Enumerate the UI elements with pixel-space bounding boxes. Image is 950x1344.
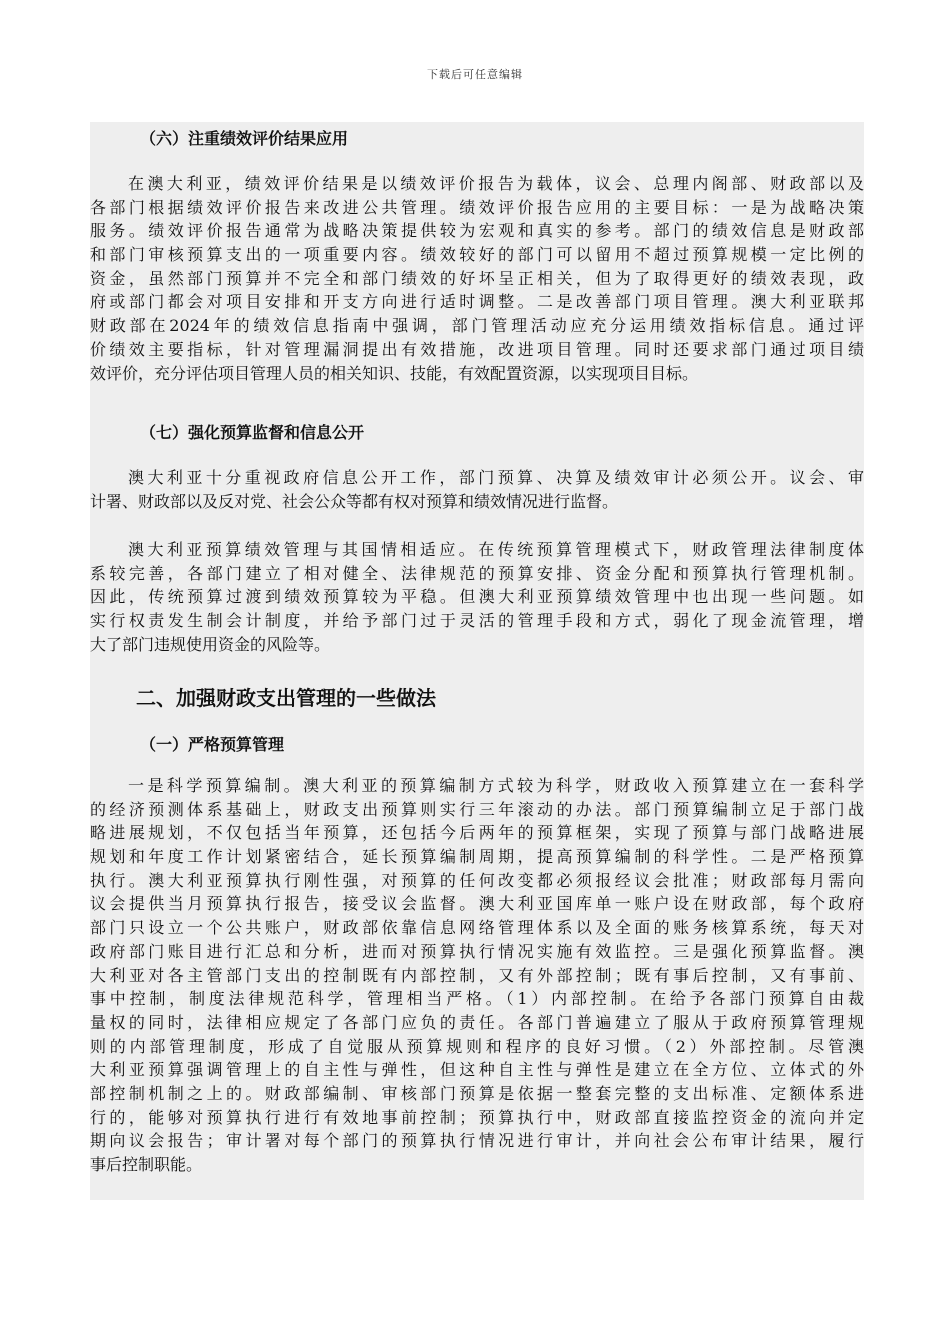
text-line: 资金，虽然部门预算并不完全和部门绩效的好坏呈正相关，但为了取得更好的绩效表现，政 — [90, 268, 864, 288]
section-two-paragraph — [90, 774, 864, 1177]
text-line: 部门只设立一个公共账户，财政部依靠信息网络管理体系以及全面的账务核算系统，每天对 — [90, 918, 864, 938]
section-6-heading: （六）注重绩效评价结果应用 — [140, 129, 349, 148]
text-line: 计署、财政部以及反对党、社会公众等都有权对预算和绩效情况进行监督。 — [90, 491, 619, 511]
text-line: 量权的同时，法律相应规定了各部门应负的责任。各部门普遍建立了服从于政府预算管理规 — [90, 1012, 864, 1032]
text-line: 大利亚对各主管部门支出的控制既有内部控制，又有外部控制；既有事后控制，又有事前、 — [90, 965, 864, 985]
section-7-paragraph-1 — [90, 466, 864, 513]
text-line: 规划和年度工作计划紧密结合，延长预算编制周期，提高预算编制的科学性。二是严格预算 — [90, 847, 864, 867]
text-line: 效评价，充分评估项目管理人员的相关知识、技能，有效配置资源，以实现项目目标。 — [90, 363, 699, 383]
text-line: 部控制机制之上的。财政部编制、审核部门预算是依据一整套完整的支出标准、定额体系进 — [90, 1083, 864, 1103]
text-line: 大了部门违规使用资金的风险等。 — [90, 634, 331, 654]
text-line: 实行权责发生制会计制度，并给予部门过于灵活的管理手段和方式，弱化了现金流管理，增 — [90, 611, 864, 631]
text-line: 略进展规划，不仅包括当年预算，还包括今后两年的预算框架，实现了预算与部门战略进展 — [90, 823, 864, 843]
text-line: 因此，传统预算过渡到绩效预算较为平稳。但澳大利亚预算绩效管理中也出现一些问题。如 — [90, 587, 864, 607]
text-line: 财政部在2024年的绩效信息指南中强调，部门管理活动应充分运用绩效指标信息。通过评 — [90, 316, 864, 336]
text-line: 期向议会报告；审计署对每个部门的预算执行情况进行审计，并向社会公布审计结果，履行 — [90, 1131, 864, 1151]
text-line: 系较完善，各部门建立了相对健全、法律规范的预算安排、资金分配和预算执行管理机制。 — [90, 563, 864, 583]
text-line: 澳大利亚十分重视政府信息公开工作，部门预算、决算及绩效审计必须公开。议会、审 — [128, 468, 864, 487]
text-line: 议会提供当月预算执行报告，接受议会监督。澳大利亚国库单一账户设在财政部，每个政府 — [90, 894, 864, 914]
text-line: 政府部门账目进行汇总和分析，进而对预算执行情况实施有效监控。三是强化预算监督。澳 — [90, 941, 864, 961]
document-body — [90, 122, 864, 1200]
text-line: 事中控制，制度法律规范科学，管理相当严格。（1）内部控制。在给予各部门预算自由裁 — [90, 989, 864, 1009]
text-line: 价绩效主要指标，针对管理漏洞提出有效措施，改进项目管理。同时还要求部门通过项目绩 — [90, 339, 864, 359]
text-line: 和部门审核预算支出的一项重要内容。绩效较好的部门可以留用不超过预算规模一定比例的 — [90, 245, 864, 265]
text-line: 府或部门都会对项目安排和开支方向进行适时调整。二是改善部门项目管理。澳大利亚联邦 — [90, 292, 864, 312]
text-line: 在澳大利亚，绩效评价结果是以绩效评价报告为载体，议会、总理内阁部、财政部以及 — [128, 174, 864, 193]
section-two-heading: 二、加强财政支出管理的一些做法 — [136, 686, 436, 710]
section-7-paragraph-2 — [90, 538, 864, 656]
section-two-sub-1-heading: （一）严格预算管理 — [140, 735, 285, 754]
text-line: 执行。澳大利亚预算执行刚性强，对预算的任何改变都必须报经议会批准；财政部每月需向 — [90, 870, 864, 890]
text-line: 则的内部管理制度，形成了自觉服从预算规则和程序的良好习惯。（2）外部控制。尽管澳 — [90, 1036, 864, 1056]
section-7-heading: （七）强化预算监督和信息公开 — [140, 423, 365, 442]
text-line: 行的，能够对预算执行进行有效地事前控制；预算执行中，财政部直接监控资金的流向并定 — [90, 1107, 864, 1127]
text-line: 澳大利亚预算绩效管理与其国情相适应。在传统预算管理模式下，财政管理法律制度体 — [128, 540, 864, 559]
section-6-paragraph — [90, 172, 864, 385]
text-line: 服务。绩效评价报告通常为战略决策提供较为宏观和真实的参考。部门的绩效信息是财政部 — [90, 221, 864, 241]
text-line: 各部门根据绩效评价报告来改进公共管理。绩效评价报告应用的主要目标：一是为战略决策 — [90, 197, 864, 217]
text-line: 大利亚预算强调管理上的自主性与弹性，但这种自主性与弹性是建立在全方位、立体式的外 — [90, 1060, 864, 1080]
text-line: 事后控制职能。 — [90, 1155, 203, 1174]
text-line: 的经济预测体系基础上，财政支出预算则实行三年滚动的办法。部门预算编制立足于部门战 — [90, 799, 864, 819]
page-header: 下载后可任意编辑 — [427, 68, 523, 81]
text-line: 一是科学预算编制。澳大利亚的预算编制方式较为科学，财政收入预算建立在一套科学 — [128, 776, 864, 795]
